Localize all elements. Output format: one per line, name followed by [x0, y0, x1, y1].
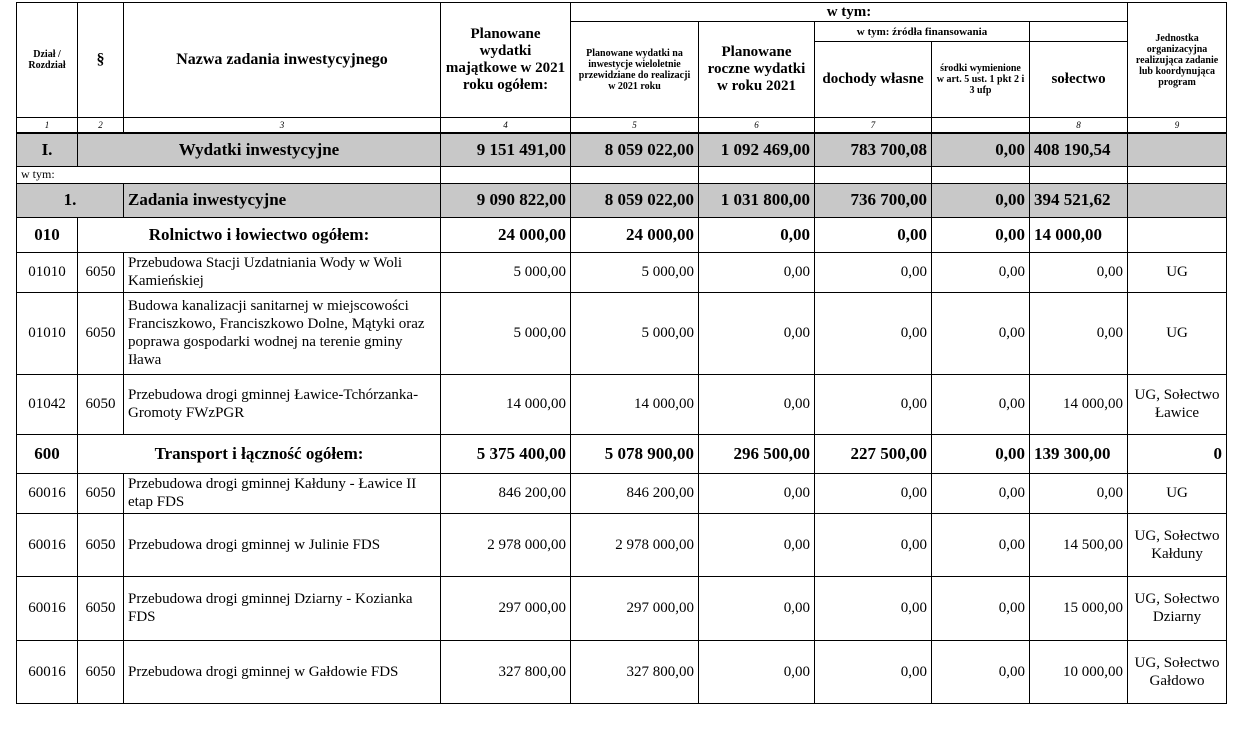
header-dzial: Dział / Rozdział: [17, 3, 78, 118]
header-paragraf: §: [78, 3, 124, 118]
table-row: [17, 434, 1227, 473]
header-nazwa: Nazwa zadania inwestycyjnego: [124, 3, 441, 118]
row-value: 9 090 822,00: [441, 183, 571, 217]
row-value: 0,00: [815, 292, 932, 374]
header-blank: [1030, 22, 1128, 42]
header-w-tym: w tym:: [571, 3, 1128, 22]
row-value: 5 000,00: [441, 292, 571, 374]
row-paragraf: 6050: [78, 513, 124, 576]
row-value: 783 700,08: [815, 133, 932, 166]
row-value: 0,00: [699, 640, 815, 703]
table-row: [17, 640, 1227, 703]
row-name: Rolnictwo i łowiectwo ogółem:: [78, 217, 441, 252]
col-number: 9: [1128, 118, 1227, 134]
row-rozdzial: 60016: [17, 640, 78, 703]
col-number: 3: [124, 118, 441, 134]
row-value: 15 000,00: [1030, 576, 1128, 640]
row-value: 0,00: [932, 513, 1030, 576]
row-jednostka: UG: [1128, 473, 1227, 513]
row-value: 0,00: [1030, 473, 1128, 513]
row-value: 0,00: [1030, 292, 1128, 374]
row-value: 2 978 000,00: [571, 513, 699, 576]
row-value: 14 000,00: [441, 374, 571, 434]
row-rozdzial: 60016: [17, 576, 78, 640]
row-value: 0,00: [699, 292, 815, 374]
row-name: Przebudowa drogi gminnej Ławice-Tchórzanka-Gromoty FWzPGR: [124, 374, 441, 434]
row-value: 408 190,54: [1030, 133, 1128, 166]
row-value: 24 000,00: [441, 217, 571, 252]
row-value: 1 092 469,00: [699, 133, 815, 166]
w-tym-label: w tym:: [17, 166, 124, 183]
row-value: 0,00: [932, 292, 1030, 374]
row-value: 5 078 900,00: [571, 434, 699, 473]
header-planowane-majatkowe: Planowane wydatki majątkowe w 2021 roku ogółem:: [441, 3, 571, 118]
row-paragraf: 6050: [78, 640, 124, 703]
table-row: [17, 217, 1227, 252]
row-value: 139 300,00: [1030, 434, 1128, 473]
col-number: 2: [78, 118, 124, 134]
row-value: 0,00: [699, 374, 815, 434]
row-value: 0,00: [932, 374, 1030, 434]
row-value: 0,00: [815, 217, 932, 252]
row-value: 8 059 022,00: [571, 133, 699, 166]
col-number: 5: [571, 118, 699, 134]
row-lp: I.: [17, 133, 78, 166]
col-number: [932, 118, 1030, 134]
row-value: 8 059 022,00: [571, 183, 699, 217]
row-value: 0,00: [815, 640, 932, 703]
table-row: [17, 576, 1227, 640]
row-rozdzial: 01042: [17, 374, 78, 434]
row-jednostka: UG: [1128, 252, 1227, 292]
row-rozdzial: 60016: [17, 513, 78, 576]
table-row: [17, 513, 1227, 576]
row-name: Przebudowa drogi gminnej Kałduny - Ławice II etap FDS: [124, 473, 441, 513]
row-value: 0,00: [1030, 252, 1128, 292]
row-value: 5 000,00: [571, 292, 699, 374]
row-value: 0,00: [932, 183, 1030, 217]
row-value: 0,00: [815, 374, 932, 434]
row-value: 297 000,00: [571, 576, 699, 640]
row-value: 14 500,00: [1030, 513, 1128, 576]
row-value: 0,00: [932, 217, 1030, 252]
row-value: 0,00: [699, 473, 815, 513]
row-value: 297 000,00: [441, 576, 571, 640]
row-value: 2 978 000,00: [441, 513, 571, 576]
table-row: [17, 292, 1227, 374]
table-row: [17, 374, 1227, 434]
row-jednostka: 0: [1128, 434, 1227, 473]
row-value: 0,00: [815, 513, 932, 576]
header-zrodla: w tym: źródła finansowania: [815, 22, 1030, 42]
row-rozdzial: 01010: [17, 292, 78, 374]
row-value: 5 375 400,00: [441, 434, 571, 473]
row-value: 0,00: [932, 133, 1030, 166]
row-lp: 1.: [17, 183, 124, 217]
row-jednostka: UG, Sołectwo Gałdowo: [1128, 640, 1227, 703]
row-rozdzial: 01010: [17, 252, 78, 292]
table-row: [17, 166, 1227, 183]
row-dzial: 010: [17, 217, 78, 252]
row-value: 736 700,00: [815, 183, 932, 217]
row-value: 846 200,00: [441, 473, 571, 513]
table-row: [17, 133, 1227, 166]
row-value: 24 000,00: [571, 217, 699, 252]
col-number: 7: [815, 118, 932, 134]
investment-table: [16, 2, 1227, 704]
row-name: Wydatki inwestycyjne: [78, 133, 441, 166]
row-value: 394 521,62: [1030, 183, 1128, 217]
header-jednostka: Jednostka organizacyjna realizująca zadanie lub koordynująca program: [1128, 3, 1227, 118]
row-name: Zadania inwestycyjne: [124, 183, 441, 217]
row-paragraf: 6050: [78, 252, 124, 292]
row-value: 0,00: [932, 434, 1030, 473]
col-number: 4: [441, 118, 571, 134]
row-value: 14 000,00: [1030, 374, 1128, 434]
row-paragraf: 6050: [78, 576, 124, 640]
col-number: 8: [1030, 118, 1128, 134]
row-name: Transport i łączność ogółem:: [78, 434, 441, 473]
row-value: 0,00: [932, 576, 1030, 640]
row-jednostka: UG: [1128, 292, 1227, 374]
row-value: 0,00: [932, 252, 1030, 292]
row-value: 0,00: [699, 217, 815, 252]
row-value: 296 500,00: [699, 434, 815, 473]
row-name: Przebudowa drogi gminnej Dziarny - Kozianka FDS: [124, 576, 441, 640]
row-jednostka: UG, Sołectwo Kałduny: [1128, 513, 1227, 576]
row-value: 227 500,00: [815, 434, 932, 473]
row-name: Przebudowa drogi gminnej w Gałdowie FDS: [124, 640, 441, 703]
row-value: 14 000,00: [571, 374, 699, 434]
row-value: 327 800,00: [441, 640, 571, 703]
header-solectwo: sołectwo: [1030, 42, 1128, 118]
row-name: Budowa kanalizacji sanitarnej w miejscowości Franciszkowo, Franciszkowo Dolne, Mątyki oraz poprawa gospodarki wodnej na terenie gminy Iława: [124, 292, 441, 374]
row-paragraf: 6050: [78, 374, 124, 434]
row-value: 5 000,00: [441, 252, 571, 292]
row-name: Przebudowa Stacji Uzdatniania Wody w Woli Kamieńskiej: [124, 252, 441, 292]
row-paragraf: 6050: [78, 473, 124, 513]
row-value: 0,00: [699, 576, 815, 640]
col-number: 1: [17, 118, 78, 134]
row-value: 5 000,00: [571, 252, 699, 292]
row-value: 0,00: [815, 252, 932, 292]
row-jednostka: UG, Sołectwo Dziarny: [1128, 576, 1227, 640]
row-rozdzial: 60016: [17, 473, 78, 513]
table-row: [17, 183, 1227, 217]
table-row: [17, 252, 1227, 292]
header-wieloletnie: Planowane wydatki na inwestycje wieloletnie przewidziane do realizacji w 2021 roku: [571, 22, 699, 118]
row-value: 14 000,00: [1030, 217, 1128, 252]
row-value: 0,00: [699, 513, 815, 576]
table-row: [17, 473, 1227, 513]
row-jednostka: UG, Sołectwo Ławice: [1128, 374, 1227, 434]
row-value: 0,00: [815, 473, 932, 513]
col-number: 6: [699, 118, 815, 134]
row-paragraf: 6050: [78, 292, 124, 374]
header-roczne: Planowane roczne wydatki w roku 2021: [699, 22, 815, 118]
row-value: 327 800,00: [571, 640, 699, 703]
row-value: 0,00: [815, 576, 932, 640]
row-dzial: 600: [17, 434, 78, 473]
row-value: 0,00: [932, 640, 1030, 703]
row-value: 0,00: [932, 473, 1030, 513]
row-value: 9 151 491,00: [441, 133, 571, 166]
row-value: 1 031 800,00: [699, 183, 815, 217]
header-dochody: dochody własne: [815, 42, 932, 118]
row-name: Przebudowa drogi gminnej w Julinie FDS: [124, 513, 441, 576]
row-value: 846 200,00: [571, 473, 699, 513]
row-value: 0,00: [699, 252, 815, 292]
header-srodki: środki wymienione w art. 5 ust. 1 pkt 2 i 3 ufp: [932, 42, 1030, 118]
row-value: 10 000,00: [1030, 640, 1128, 703]
